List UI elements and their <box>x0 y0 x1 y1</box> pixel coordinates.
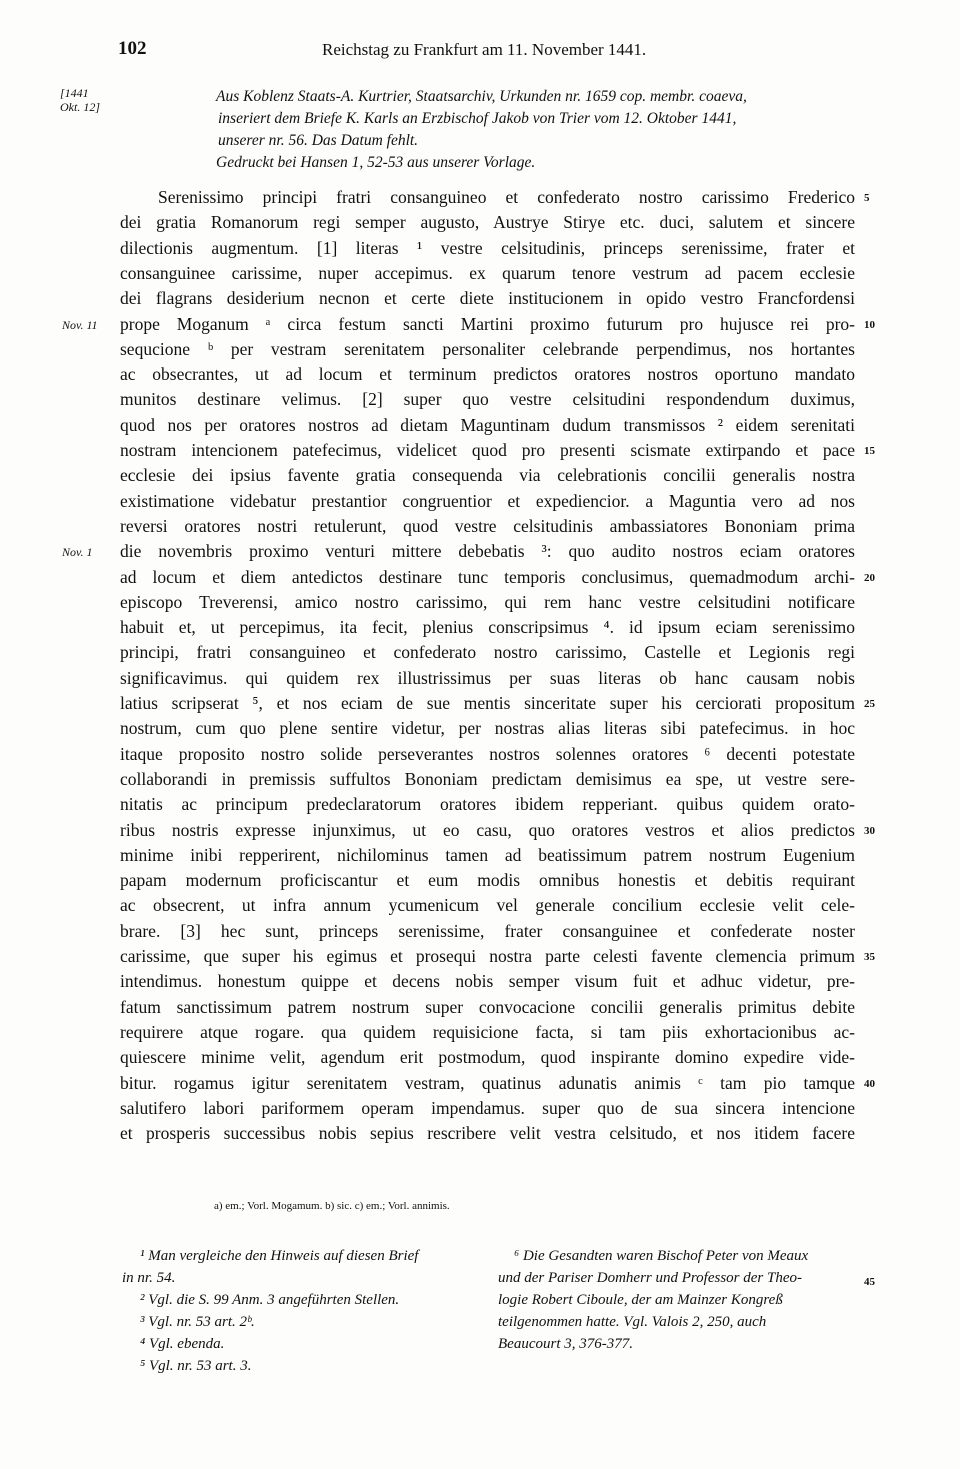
body-line: ecclesie dei ipsius favente gratia consequenda via celebrationis concilii generalis nostra <box>120 465 855 486</box>
body-line: et prosperis successibus nobis sepius rescribere velit vestra celsitudo, et nos itidem facere <box>120 1123 855 1144</box>
line-number: 20 <box>864 571 875 584</box>
body-line: ad locum et diem antedictos destinare tunc temporis conclusimus, quemadmodum archi- <box>120 566 855 587</box>
body-line: ribus nostris expresse injunximus, ut eo casu, quo oratores vestros et alios predictos <box>120 819 855 840</box>
body-line: quiescere minime velit, agendum erit postmodum, quod inspirante domino expedire vide- <box>120 1047 855 1068</box>
body-line: ac obsecrent, ut infra annum ycumenicum vel generale concilium ecclesie velit cele- <box>120 895 855 916</box>
footnote-line: teilgenommen hatte. Vgl. Valois 2, 250, auch <box>498 1314 767 1330</box>
footnote-line-number: 45 <box>864 1276 875 1288</box>
line-number: 15 <box>864 445 875 457</box>
body-line: quod nos per oratores nostros ad dietam Maguntinam dudum transmissos ² eidem serenitati <box>120 414 855 435</box>
body-line: intendimus. honestum quippe et decens nobis semper visum fuit et adhuc videtur, pre- <box>120 971 855 992</box>
margin-date-day: Okt. 12] <box>60 100 100 114</box>
line-number: 10 <box>864 318 875 331</box>
body-line: die novembris proximo venturi mittere debebatis ³: quo audito nostros eciam oratores <box>120 541 855 562</box>
footnote-line: ⁴ Vgl. ebenda. <box>140 1336 225 1352</box>
body-line: munitos destinare velimus. [2] super quo vestre celsitudini respondendum duximus, <box>120 389 855 410</box>
line-number: 30 <box>864 824 875 837</box>
body-line: reversi oratores nostri retulerunt, quod vestre celsitudinis ambassiatores Bononiam prima <box>120 515 855 536</box>
body-line: dilectionis augmentum. [1] literas ¹ vestre celsitudinis, princeps serenissime, frater et <box>120 237 855 258</box>
footnote-line: ⁶ Die Gesandten waren Bischof Peter von Meaux <box>514 1248 809 1264</box>
body-line: latius scripserat ⁵, et nos eciam de sue mentis sinceritate super his cerciorati propositum <box>120 693 855 713</box>
margin-date: Nov. 1 <box>62 545 93 560</box>
footnote-line: ⁵ Vgl. nr. 53 art. 3. <box>140 1358 252 1374</box>
body-line: brare. [3] hec sunt, princeps serenissime, frater consanguinee et confederate noster <box>120 920 855 941</box>
body-line: itaque proposito nostro solide perseverantes nostros solennes oratores ⁶ decenti potestate <box>120 743 855 764</box>
body-line: Serenissimo principi fratri consanguineo et confederato nostro carissimo Frederico <box>158 187 855 207</box>
critical-apparatus: a) em.; Vorl. Mogamum. b) sic. c) em.; Vorl. annimis. <box>214 1200 450 1212</box>
footnote-line: und der Pariser Domherr und Professor der Theo- <box>498 1270 803 1286</box>
margin-date-document <box>60 86 100 114</box>
body-line: minime inibi repperirent, nichilominus tamen ad beatissimum patrem nostrum Eugenium <box>120 844 855 865</box>
body-line: episcopo Treverensi, amico nostro carissimo, qui rem hanc vestre celsitudini notificare <box>120 591 855 612</box>
footnote-line: logie Robert Ciboule, der am Mainzer Kongreß <box>498 1292 783 1308</box>
body-line: salutifero labori pariformem operam impendamus. super quo de sua sincera intencione <box>120 1097 855 1118</box>
page-number: 102 <box>118 38 147 59</box>
margin-date: Nov. 11 <box>62 317 98 332</box>
body-line: nitatis ac principum predeclaratorum oratores ibidem repperiant. quibus quidem orato- <box>120 794 855 815</box>
source-note-line: inseriert dem Briefe K. Karls an Erzbischof Jakob von Trier vom 12. Oktober 1441, <box>218 110 737 127</box>
body-line: carissime, que super his egimus et prosequi nostra parte celesti favente clemencia primum <box>120 946 855 966</box>
margin-date-year: [1441 <box>60 86 89 100</box>
body-line: significavimus. qui quidem rex illustrissimus per suas literas ob hanc causam nobis <box>120 667 855 688</box>
line-number: 5 <box>864 192 870 204</box>
body-line: collaborandi in premissis suffultos Bononiam predictam demisimus ea spe, ut vestre sere- <box>120 768 855 789</box>
body-line: dei flagrans desiderium necnon et certe diete institucionem in opido vestro Francfordensi <box>120 288 855 309</box>
running-head: Reichstag zu Frankfurt am 11. November 1441. <box>322 40 647 59</box>
footnote-line: in nr. 54. <box>122 1270 176 1286</box>
body-line: principi, fratri consanguineo et confederato nostro carissimo, Castelle et Legionis regi <box>120 642 855 663</box>
body-line: prope Moganum ᵃ circa festum sancti Martini proximo futurum pro hujusce rei pro- <box>120 313 855 334</box>
body-line: existimatione videbatur prestantior congruentior et expediencior. a Maguntia vero ad nos <box>120 490 855 511</box>
line-number: 40 <box>864 1077 875 1090</box>
source-note-line: Aus Koblenz Staats-A. Kurtrier, Staatsarchiv, Urkunden nr. 1659 cop. membr. coaeva, <box>216 88 747 105</box>
body-line: dei gratia Romanorum regi semper augusto, Austrye Stirye etc. duci, salutem et sincere <box>120 212 855 233</box>
footnote-line: ² Vgl. die S. 99 Anm. 3 angeführten Stellen. <box>140 1292 400 1308</box>
body-line: habuit et, ut percepimus, ita fecit, plenius conscripsimus ⁴. id ipsum eciam serenissimo <box>120 617 855 638</box>
body-line: ac obsecrantes, ut ad locum et terminum predictos oratores nostros oportuno mandato <box>120 364 855 385</box>
footnote-line: ³ Vgl. nr. 53 art. 2ᵇ. <box>140 1314 255 1330</box>
body-line: papam modernum proficiscantur et eum modis omnibus honestis et debitis requirant <box>120 870 855 891</box>
body-line: nostrum, cum quo plene sentire videtur, per nostras alias literas sibi patefecimus. in hoc <box>120 718 855 739</box>
body-line: fatum sanctissimum patrem nostrum super convocacione concilii generalis primitus debite <box>120 996 855 1017</box>
source-note-line: Gedruckt bei Hansen 1, 52-53 aus unserer Vorlage. <box>216 154 536 171</box>
body-line: nostram intencionem patefecimus, videlicet quod pro presenti scismate extirpando et pace <box>120 440 855 460</box>
body-line: consanguinee carissime, nuper accepimus. ex quarum tenore vestrum ad pacem ecclesie <box>120 262 855 283</box>
line-number: 35 <box>864 951 875 963</box>
body-line: sequcione ᵇ per vestram serenitatem personaliter celebrande perpendimus, nos hortantes <box>120 338 855 359</box>
footnote-line: Beaucourt 3, 376-377. <box>498 1336 633 1352</box>
line-number: 25 <box>864 698 875 710</box>
footnote-line: ¹ Man vergleiche den Hinweis auf diesen Brief <box>140 1248 419 1264</box>
source-note-line: unserer nr. 56. Das Datum fehlt. <box>218 132 419 149</box>
body-line: bitur. rogamus igitur serenitatem vestram, quatinus adunatis animis ᶜ tam pio tamque <box>120 1072 855 1093</box>
body-line: requirere atque rogare. qua quidem requisicione facta, si tam piis exhortacionibus ac- <box>120 1021 855 1042</box>
